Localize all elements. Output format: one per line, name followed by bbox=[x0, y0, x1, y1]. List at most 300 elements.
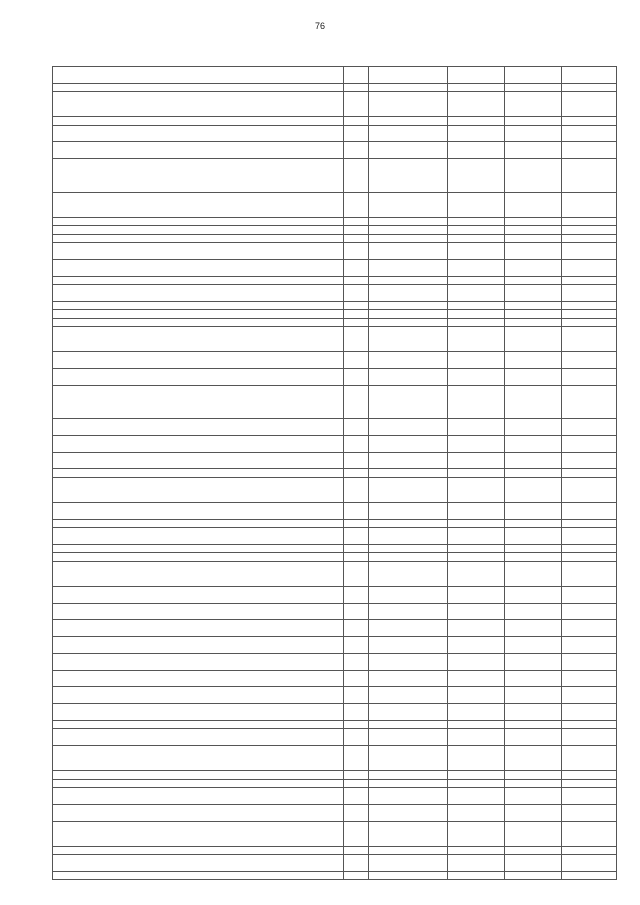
row-approved-amount bbox=[448, 159, 505, 193]
row-remainder-amount bbox=[562, 855, 617, 872]
row-approved-amount bbox=[448, 92, 505, 117]
row-executed-amount bbox=[505, 729, 562, 746]
row-classification-code bbox=[369, 310, 448, 318]
row-line-code bbox=[344, 452, 369, 469]
row-classification-code bbox=[369, 243, 448, 260]
row-approved-amount bbox=[448, 687, 505, 704]
row-approved-amount bbox=[448, 310, 505, 318]
row-executed-amount bbox=[505, 142, 562, 159]
row-line-code bbox=[344, 301, 369, 309]
row-classification-code bbox=[369, 603, 448, 620]
row-approved-amount bbox=[448, 301, 505, 309]
row-approved-amount bbox=[448, 234, 505, 242]
row-remainder-amount bbox=[562, 243, 617, 260]
table-row bbox=[53, 637, 617, 654]
row-classification-code bbox=[369, 125, 448, 142]
row-classification-code bbox=[369, 620, 448, 637]
row-executed-amount bbox=[505, 620, 562, 637]
row-description bbox=[53, 670, 344, 687]
page-number: 76 bbox=[314, 21, 325, 31]
row-remainder-amount bbox=[562, 159, 617, 193]
row-approved-amount bbox=[448, 771, 505, 779]
row-line-code bbox=[344, 821, 369, 846]
row-executed-amount bbox=[505, 544, 562, 552]
table-row bbox=[53, 217, 617, 225]
row-classification-code bbox=[369, 234, 448, 242]
row-classification-code bbox=[369, 746, 448, 771]
table-row bbox=[53, 687, 617, 704]
row-line-code bbox=[344, 352, 369, 369]
row-classification-code bbox=[369, 217, 448, 225]
row-description bbox=[53, 352, 344, 369]
table-row bbox=[53, 469, 617, 477]
row-remainder-amount bbox=[562, 452, 617, 469]
row-classification-code bbox=[369, 92, 448, 117]
row-line-code bbox=[344, 142, 369, 159]
table-row bbox=[53, 117, 617, 125]
row-approved-amount bbox=[448, 83, 505, 91]
row-classification-code bbox=[369, 871, 448, 879]
row-remainder-amount bbox=[562, 385, 617, 419]
row-classification-code bbox=[369, 720, 448, 728]
row-description bbox=[53, 528, 344, 545]
row-description bbox=[53, 746, 344, 771]
row-line-code bbox=[344, 720, 369, 728]
row-executed-amount bbox=[505, 846, 562, 854]
row-approved-amount bbox=[448, 704, 505, 721]
row-remainder-amount bbox=[562, 653, 617, 670]
table-row bbox=[53, 234, 617, 242]
table-row bbox=[53, 243, 617, 260]
row-description bbox=[53, 92, 344, 117]
row-classification-code bbox=[369, 855, 448, 872]
row-line-code bbox=[344, 217, 369, 225]
row-classification-code bbox=[369, 159, 448, 193]
row-remainder-amount bbox=[562, 125, 617, 142]
table-row bbox=[53, 729, 617, 746]
row-approved-amount bbox=[448, 419, 505, 436]
row-line-code bbox=[344, 846, 369, 854]
row-remainder-amount bbox=[562, 192, 617, 217]
row-executed-amount bbox=[505, 553, 562, 561]
row-executed-amount bbox=[505, 720, 562, 728]
row-line-code bbox=[344, 192, 369, 217]
table-row bbox=[53, 318, 617, 326]
row-approved-amount bbox=[448, 142, 505, 159]
table-row bbox=[53, 368, 617, 385]
row-line-code bbox=[344, 67, 369, 84]
row-remainder-amount bbox=[562, 586, 617, 603]
row-description bbox=[53, 653, 344, 670]
row-executed-amount bbox=[505, 804, 562, 821]
row-executed-amount bbox=[505, 477, 562, 502]
row-description bbox=[53, 117, 344, 125]
row-description bbox=[53, 452, 344, 469]
row-line-code bbox=[344, 226, 369, 234]
row-executed-amount bbox=[505, 326, 562, 351]
row-remainder-amount bbox=[562, 83, 617, 91]
row-executed-amount bbox=[505, 779, 562, 787]
row-classification-code bbox=[369, 117, 448, 125]
row-executed-amount bbox=[505, 821, 562, 846]
table-row bbox=[53, 502, 617, 519]
row-approved-amount bbox=[448, 217, 505, 225]
row-classification-code bbox=[369, 192, 448, 217]
row-executed-amount bbox=[505, 217, 562, 225]
row-description bbox=[53, 419, 344, 436]
row-line-code bbox=[344, 276, 369, 284]
row-description bbox=[53, 67, 344, 84]
row-remainder-amount bbox=[562, 276, 617, 284]
row-classification-code bbox=[369, 226, 448, 234]
row-line-code bbox=[344, 603, 369, 620]
row-line-code bbox=[344, 771, 369, 779]
row-classification-code bbox=[369, 586, 448, 603]
row-approved-amount bbox=[448, 637, 505, 654]
row-approved-amount bbox=[448, 804, 505, 821]
row-approved-amount bbox=[448, 502, 505, 519]
row-line-code bbox=[344, 92, 369, 117]
table-row bbox=[53, 788, 617, 805]
row-executed-amount bbox=[505, 117, 562, 125]
row-line-code bbox=[344, 284, 369, 301]
table-row bbox=[53, 620, 617, 637]
row-description bbox=[53, 544, 344, 552]
row-line-code bbox=[344, 779, 369, 787]
table-row bbox=[53, 603, 617, 620]
row-executed-amount bbox=[505, 385, 562, 419]
row-executed-amount bbox=[505, 771, 562, 779]
row-classification-code bbox=[369, 67, 448, 84]
row-line-code bbox=[344, 469, 369, 477]
row-executed-amount bbox=[505, 92, 562, 117]
table-row bbox=[53, 871, 617, 879]
row-approved-amount bbox=[448, 729, 505, 746]
row-classification-code bbox=[369, 846, 448, 854]
row-remainder-amount bbox=[562, 326, 617, 351]
row-remainder-amount bbox=[562, 788, 617, 805]
row-remainder-amount bbox=[562, 637, 617, 654]
row-description bbox=[53, 561, 344, 586]
table-row bbox=[53, 159, 617, 193]
row-approved-amount bbox=[448, 561, 505, 586]
row-remainder-amount bbox=[562, 561, 617, 586]
row-executed-amount bbox=[505, 310, 562, 318]
row-line-code bbox=[344, 385, 369, 419]
row-line-code bbox=[344, 687, 369, 704]
row-line-code bbox=[344, 159, 369, 193]
row-description bbox=[53, 553, 344, 561]
row-description bbox=[53, 276, 344, 284]
row-approved-amount bbox=[448, 477, 505, 502]
row-classification-code bbox=[369, 83, 448, 91]
table-row bbox=[53, 226, 617, 234]
row-executed-amount bbox=[505, 234, 562, 242]
row-remainder-amount bbox=[562, 804, 617, 821]
row-executed-amount bbox=[505, 670, 562, 687]
row-remainder-amount bbox=[562, 821, 617, 846]
row-executed-amount bbox=[505, 603, 562, 620]
row-approved-amount bbox=[448, 368, 505, 385]
table-row bbox=[53, 519, 617, 527]
table-row bbox=[53, 771, 617, 779]
row-remainder-amount bbox=[562, 670, 617, 687]
row-description bbox=[53, 301, 344, 309]
row-line-code bbox=[344, 670, 369, 687]
row-remainder-amount bbox=[562, 528, 617, 545]
row-line-code bbox=[344, 561, 369, 586]
row-remainder-amount bbox=[562, 620, 617, 637]
row-remainder-amount bbox=[562, 259, 617, 276]
row-classification-code bbox=[369, 528, 448, 545]
table-row bbox=[53, 704, 617, 721]
row-remainder-amount bbox=[562, 519, 617, 527]
row-description bbox=[53, 83, 344, 91]
row-classification-code bbox=[369, 653, 448, 670]
row-description bbox=[53, 519, 344, 527]
row-line-code bbox=[344, 310, 369, 318]
row-line-code bbox=[344, 83, 369, 91]
row-remainder-amount bbox=[562, 502, 617, 519]
row-classification-code bbox=[369, 729, 448, 746]
row-remainder-amount bbox=[562, 469, 617, 477]
row-approved-amount bbox=[448, 720, 505, 728]
row-remainder-amount bbox=[562, 226, 617, 234]
table-row bbox=[53, 452, 617, 469]
row-classification-code bbox=[369, 687, 448, 704]
row-approved-amount bbox=[448, 385, 505, 419]
table-row bbox=[53, 846, 617, 854]
row-description bbox=[53, 687, 344, 704]
row-approved-amount bbox=[448, 276, 505, 284]
row-executed-amount bbox=[505, 368, 562, 385]
row-remainder-amount bbox=[562, 779, 617, 787]
row-approved-amount bbox=[448, 821, 505, 846]
table-row bbox=[53, 804, 617, 821]
row-executed-amount bbox=[505, 276, 562, 284]
row-remainder-amount bbox=[562, 117, 617, 125]
row-executed-amount bbox=[505, 83, 562, 91]
row-description bbox=[53, 125, 344, 142]
table-row bbox=[53, 419, 617, 436]
row-approved-amount bbox=[448, 670, 505, 687]
row-classification-code bbox=[369, 419, 448, 436]
table-row bbox=[53, 779, 617, 787]
row-executed-amount bbox=[505, 586, 562, 603]
row-approved-amount bbox=[448, 788, 505, 805]
row-description bbox=[53, 620, 344, 637]
row-executed-amount bbox=[505, 788, 562, 805]
row-description bbox=[53, 385, 344, 419]
row-line-code bbox=[344, 326, 369, 351]
row-line-code bbox=[344, 544, 369, 552]
table-row bbox=[53, 528, 617, 545]
row-remainder-amount bbox=[562, 603, 617, 620]
row-description bbox=[53, 310, 344, 318]
row-classification-code bbox=[369, 670, 448, 687]
row-remainder-amount bbox=[562, 352, 617, 369]
row-description bbox=[53, 603, 344, 620]
row-remainder-amount bbox=[562, 553, 617, 561]
row-classification-code bbox=[369, 519, 448, 527]
row-approved-amount bbox=[448, 871, 505, 879]
row-description bbox=[53, 284, 344, 301]
row-remainder-amount bbox=[562, 729, 617, 746]
row-description bbox=[53, 871, 344, 879]
row-line-code bbox=[344, 804, 369, 821]
row-executed-amount bbox=[505, 125, 562, 142]
row-executed-amount bbox=[505, 226, 562, 234]
row-approved-amount bbox=[448, 586, 505, 603]
row-executed-amount bbox=[505, 67, 562, 84]
row-classification-code bbox=[369, 502, 448, 519]
row-approved-amount bbox=[448, 284, 505, 301]
row-description bbox=[53, 729, 344, 746]
row-description bbox=[53, 234, 344, 242]
row-approved-amount bbox=[448, 326, 505, 351]
row-line-code bbox=[344, 502, 369, 519]
table-row bbox=[53, 544, 617, 552]
row-remainder-amount bbox=[562, 318, 617, 326]
table-row bbox=[53, 653, 617, 670]
row-classification-code bbox=[369, 779, 448, 787]
row-classification-code bbox=[369, 142, 448, 159]
row-executed-amount bbox=[505, 653, 562, 670]
row-description bbox=[53, 821, 344, 846]
table-row bbox=[53, 553, 617, 561]
row-approved-amount bbox=[448, 779, 505, 787]
row-executed-amount bbox=[505, 301, 562, 309]
row-executed-amount bbox=[505, 637, 562, 654]
row-line-code bbox=[344, 477, 369, 502]
row-executed-amount bbox=[505, 855, 562, 872]
row-line-code bbox=[344, 553, 369, 561]
row-executed-amount bbox=[505, 561, 562, 586]
row-remainder-amount bbox=[562, 301, 617, 309]
row-line-code bbox=[344, 528, 369, 545]
row-approved-amount bbox=[448, 469, 505, 477]
row-description bbox=[53, 846, 344, 854]
row-classification-code bbox=[369, 788, 448, 805]
row-executed-amount bbox=[505, 419, 562, 436]
row-remainder-amount bbox=[562, 544, 617, 552]
row-approved-amount bbox=[448, 117, 505, 125]
table-row bbox=[53, 301, 617, 309]
table-row bbox=[53, 326, 617, 351]
row-approved-amount bbox=[448, 746, 505, 771]
row-approved-amount bbox=[448, 226, 505, 234]
row-executed-amount bbox=[505, 452, 562, 469]
row-executed-amount bbox=[505, 469, 562, 477]
row-classification-code bbox=[369, 821, 448, 846]
row-classification-code bbox=[369, 704, 448, 721]
row-approved-amount bbox=[448, 67, 505, 84]
row-description bbox=[53, 192, 344, 217]
row-approved-amount bbox=[448, 855, 505, 872]
row-classification-code bbox=[369, 368, 448, 385]
row-line-code bbox=[344, 729, 369, 746]
row-description bbox=[53, 855, 344, 872]
row-executed-amount bbox=[505, 192, 562, 217]
row-line-code bbox=[344, 586, 369, 603]
row-executed-amount bbox=[505, 243, 562, 260]
row-remainder-amount bbox=[562, 746, 617, 771]
row-line-code bbox=[344, 368, 369, 385]
row-line-code bbox=[344, 125, 369, 142]
row-classification-code bbox=[369, 477, 448, 502]
row-remainder-amount bbox=[562, 477, 617, 502]
row-executed-amount bbox=[505, 159, 562, 193]
row-approved-amount bbox=[448, 653, 505, 670]
budget-table bbox=[52, 66, 617, 880]
row-classification-code bbox=[369, 435, 448, 452]
row-classification-code bbox=[369, 276, 448, 284]
row-approved-amount bbox=[448, 553, 505, 561]
row-classification-code bbox=[369, 259, 448, 276]
row-description bbox=[53, 368, 344, 385]
row-remainder-amount bbox=[562, 687, 617, 704]
row-line-code bbox=[344, 519, 369, 527]
table-row bbox=[53, 821, 617, 846]
row-remainder-amount bbox=[562, 704, 617, 721]
row-executed-amount bbox=[505, 318, 562, 326]
row-approved-amount bbox=[448, 243, 505, 260]
row-line-code bbox=[344, 871, 369, 879]
row-classification-code bbox=[369, 385, 448, 419]
row-classification-code bbox=[369, 804, 448, 821]
row-description bbox=[53, 586, 344, 603]
row-executed-amount bbox=[505, 746, 562, 771]
table-row bbox=[53, 855, 617, 872]
row-approved-amount bbox=[448, 452, 505, 469]
row-classification-code bbox=[369, 284, 448, 301]
row-line-code bbox=[344, 318, 369, 326]
table-row bbox=[53, 477, 617, 502]
row-line-code bbox=[344, 653, 369, 670]
row-classification-code bbox=[369, 452, 448, 469]
table-row bbox=[53, 259, 617, 276]
row-description bbox=[53, 704, 344, 721]
row-line-code bbox=[344, 117, 369, 125]
table-row bbox=[53, 83, 617, 91]
table-row bbox=[53, 670, 617, 687]
row-remainder-amount bbox=[562, 284, 617, 301]
row-description bbox=[53, 259, 344, 276]
row-description bbox=[53, 502, 344, 519]
row-line-code bbox=[344, 259, 369, 276]
row-approved-amount bbox=[448, 125, 505, 142]
row-classification-code bbox=[369, 326, 448, 351]
row-remainder-amount bbox=[562, 67, 617, 84]
row-executed-amount bbox=[505, 528, 562, 545]
row-remainder-amount bbox=[562, 720, 617, 728]
row-line-code bbox=[344, 704, 369, 721]
row-remainder-amount bbox=[562, 368, 617, 385]
row-description bbox=[53, 159, 344, 193]
row-description bbox=[53, 435, 344, 452]
row-remainder-amount bbox=[562, 217, 617, 225]
row-remainder-amount bbox=[562, 435, 617, 452]
table-row bbox=[53, 746, 617, 771]
row-classification-code bbox=[369, 469, 448, 477]
row-line-code bbox=[344, 855, 369, 872]
row-line-code bbox=[344, 788, 369, 805]
row-classification-code bbox=[369, 561, 448, 586]
table-row bbox=[53, 586, 617, 603]
row-remainder-amount bbox=[562, 234, 617, 242]
row-line-code bbox=[344, 746, 369, 771]
row-executed-amount bbox=[505, 259, 562, 276]
